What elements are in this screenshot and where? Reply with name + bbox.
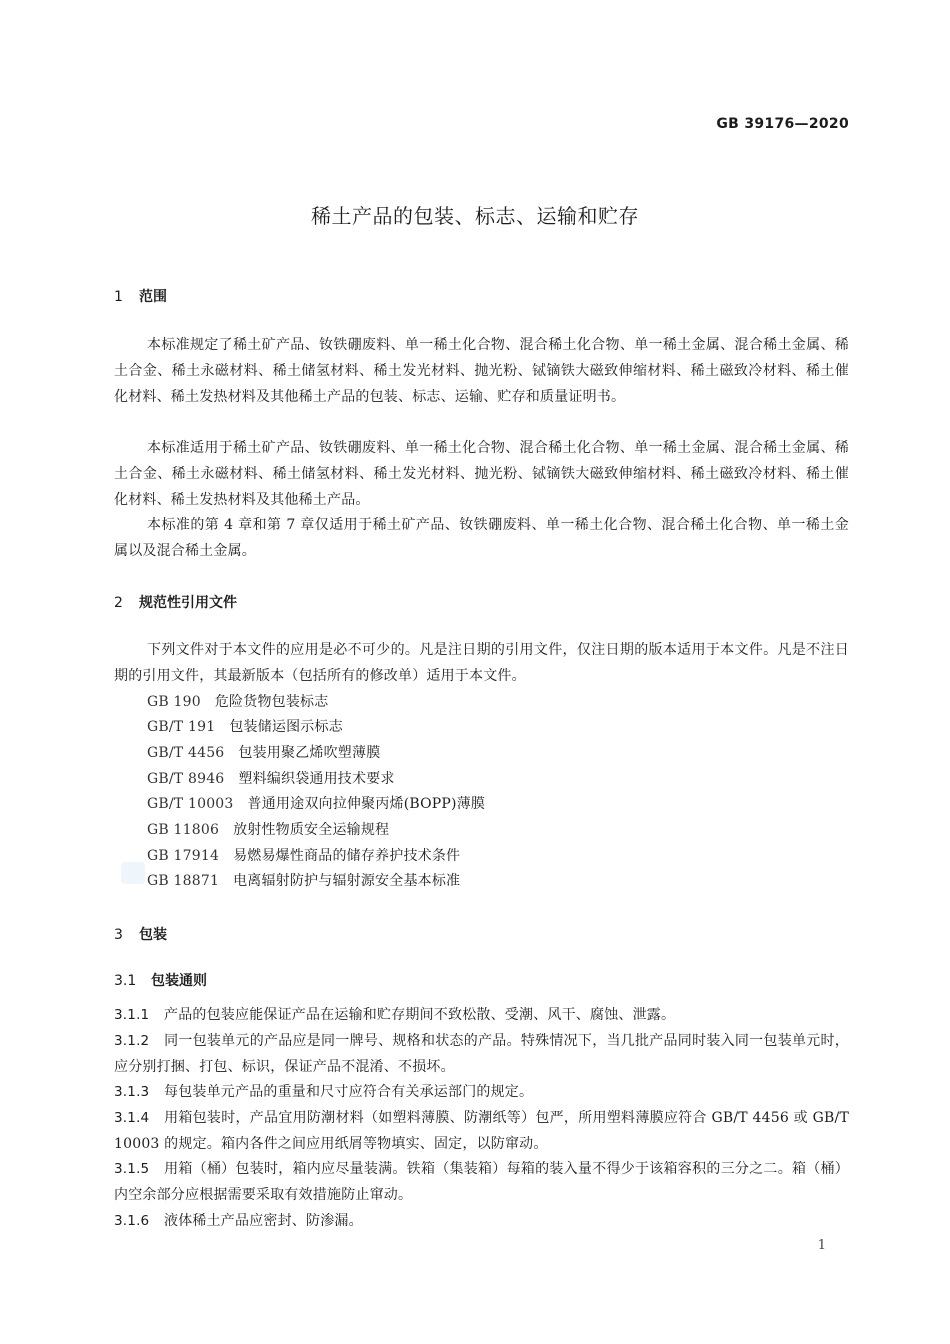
reference-title: 普通用途双向拉伸聚丙烯(BOPP)薄膜	[247, 796, 486, 812]
clause-3-1-5	[114, 1157, 849, 1209]
clause-text: 液体稀土产品应密封、防渗漏。	[164, 1213, 363, 1229]
paragraph: 本标准适用于稀土矿产品、钕铁硼废料、单一稀土化合物、混合稀土化合物、单一稀土金属、混合稀土金属、稀土合金、稀土永磁材料、稀土储氢材料、稀土发光材料、抛光粉、铽镝铁大磁致伸缩材料、稀土磁致冷材料、稀土催化材料、稀土发热材料及其他稀土产品。	[114, 440, 849, 508]
document-title: 稀土产品的包装、标志、运输和贮存	[311, 204, 639, 228]
reference-code: GB 17914	[147, 848, 220, 864]
section-title: 包装	[139, 927, 167, 943]
reference-code: GB 11806	[147, 822, 220, 838]
reference-item	[147, 715, 343, 741]
watermark-stamp	[121, 862, 145, 884]
section-title: 规范性引用文件	[139, 595, 237, 611]
reference-title: 危险货物包装标志	[214, 694, 329, 710]
clause-3-1-1	[114, 1003, 849, 1029]
paragraph: 下列文件对于本文件的应用是必不可少的。凡是注日期的引用文件，仅注日期的版本适用于本文件。凡是不注日期的引用文件，其最新版本（包括所有的修改单）适用于本文件。	[114, 642, 849, 684]
clause-number: 3.1.5	[114, 1161, 150, 1177]
section-number: 2	[114, 595, 123, 611]
clause-number: 3.1.3	[114, 1084, 150, 1100]
clause-text: 用箱包装时，产品宜用防潮材料（如塑料薄膜、防潮纸等）包严，所用塑料薄膜应符合 GB/T 4456 或 GB/T 10003 的规定。箱内各件之间应用纸屑等物填实、固定，以防窜动。	[114, 1110, 849, 1152]
clause-text: 用箱（桶）包装时，箱内应尽量装满。铁箱（集装箱）每箱的装入量不得少于该箱容积的三分之二。箱（桶）内空余部分应根据需要采取有效措施防止窜动。	[114, 1161, 849, 1203]
clause-number: 3.1.1	[114, 1007, 150, 1023]
reference-item	[147, 767, 395, 793]
section-number: 1	[114, 289, 123, 305]
reference-code: GB/T 4456	[147, 745, 225, 761]
reference-item	[147, 818, 389, 844]
reference-title: 包装用聚乙烯吹塑薄膜	[238, 745, 381, 761]
reference-item	[147, 869, 460, 895]
reference-code: GB 190	[147, 694, 201, 710]
reference-code: GB/T 191	[147, 719, 216, 735]
reference-item	[147, 690, 328, 716]
clause-text: 产品的包装应能保证产品在运输和贮存期间不致松散、受潮、风干、腐蚀、泄露。	[164, 1007, 676, 1023]
paragraph: 本标准的第 4 章和第 7 章仅适用于稀土矿产品、钕铁硼废料、单一稀土化合物、混合稀土化合物、单一稀土金属以及混合稀土金属。	[114, 517, 849, 559]
reference-item	[147, 741, 380, 767]
clause-number: 3.1.6	[114, 1213, 150, 1229]
reference-item	[147, 792, 485, 818]
subsection-3-1-heading	[114, 970, 207, 990]
reference-title: 包装储运图示标志	[229, 719, 343, 735]
reference-title: 电离辐射防护与辐射源安全基本标准	[233, 873, 461, 889]
section-2-heading	[114, 592, 237, 612]
clause-number: 3.1.2	[114, 1033, 150, 1049]
clause-3-1-3	[114, 1080, 849, 1106]
clause-number: 3.1.4	[114, 1110, 150, 1126]
page-number: 1	[817, 1238, 826, 1253]
clause-3-1-2	[114, 1029, 849, 1081]
paragraph: 本标准规定了稀土矿产品、钕铁硼废料、单一稀土化合物、混合稀土化合物、单一稀土金属、混合稀土金属、稀土合金、稀土永磁材料、稀土储氢材料、稀土发光材料、抛光粉、铽镝铁大磁致伸缩材料、稀土磁致冷材料、稀土催化材料、稀土发热材料及其他稀土产品的包装、标志、运输、贮存和质量证明书。	[114, 337, 849, 405]
clause-text: 同一包装单元的产品应是同一牌号、规格和状态的产品。特殊情况下，当几批产品同时装入同一包装单元时，应分别打捆、打包、标识，保证产品不混淆、不损坏。	[114, 1033, 849, 1075]
reference-item	[147, 844, 460, 870]
section-3-heading	[114, 924, 167, 944]
reference-code: GB/T 10003	[147, 796, 234, 812]
section-number: 3	[114, 927, 123, 943]
subsection-title: 包装通则	[151, 973, 207, 989]
section-1-heading	[114, 286, 167, 306]
reference-code: GB 18871	[147, 873, 220, 889]
reference-title: 塑料编织袋通用技术要求	[238, 771, 395, 787]
clause-3-1-4	[114, 1106, 849, 1158]
subsection-number: 3.1	[114, 973, 137, 989]
reference-code: GB/T 8946	[147, 771, 225, 787]
reference-title: 放射性物质安全运输规程	[233, 822, 390, 838]
clause-text: 每包装单元产品的重量和尺寸应符合有关承运部门的规定。	[164, 1084, 534, 1100]
section-title: 范围	[139, 289, 167, 305]
reference-title: 易燃易爆性商品的储存养护技术条件	[233, 848, 461, 864]
standard-number: GB 39176—2020	[716, 116, 849, 132]
clause-3-1-6	[114, 1209, 849, 1235]
